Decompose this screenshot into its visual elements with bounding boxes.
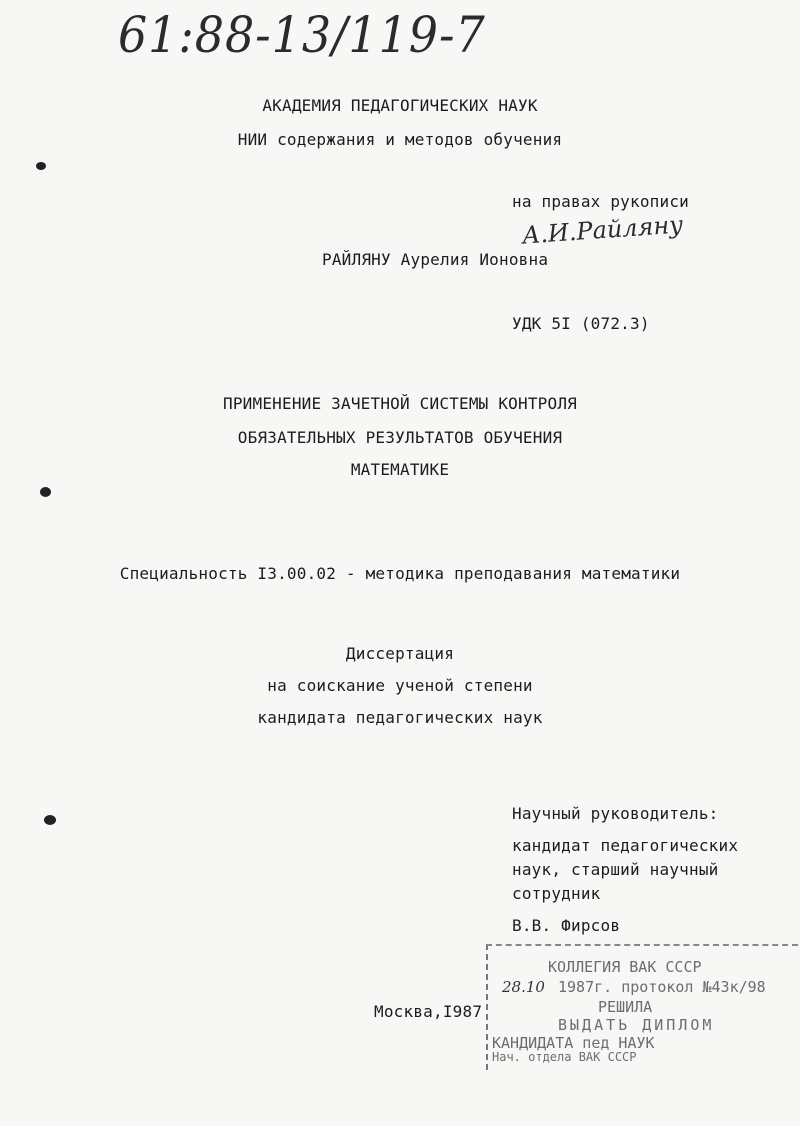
city-year: Москва,I987: [374, 1002, 483, 1021]
stamp-line-3: РЕШИЛА: [598, 998, 653, 1016]
stamp-line-4: ВЫДАТЬ ДИПЛОМ: [558, 1016, 715, 1034]
manuscript-rights-label: на правах рукописи: [512, 192, 689, 211]
stamp-line-5: КАНДИДАТА пед НАУК: [492, 1034, 655, 1052]
title-line-2: ОБЯЗАТЕЛЬНЫХ РЕЗУЛЬТАТОВ ОБУЧЕНИЯ: [237, 428, 563, 447]
stamp-date-handwritten: 28.10: [502, 978, 545, 996]
supervisor-name: В.В. Фирсов: [512, 916, 621, 935]
dissertation-line-1: Диссертация: [345, 644, 455, 663]
udk-code: УДК 5I (072.3): [512, 314, 650, 333]
handwritten-archive-number: 61:88-13/119-7: [118, 6, 486, 64]
punch-hole-mark: [40, 487, 51, 497]
institute-name: НИИ содержания и методов обучения: [237, 130, 563, 149]
stamp-line-6: Нач. отдела ВАК СССР: [492, 1050, 637, 1064]
title-line-3: МАТЕМАТИКЕ: [350, 460, 450, 479]
author-name: РАЙЛЯНУ Аурелия Ионовна: [322, 250, 549, 269]
supervisor-degree-line-3: сотрудник: [512, 884, 601, 903]
dissertation-line-3: кандидата педагогических наук: [257, 708, 543, 727]
punch-hole-mark: [36, 162, 46, 170]
supervisor-degree-line-1: кандидат педагогических: [512, 836, 739, 855]
punch-hole-mark: [44, 815, 56, 825]
specialty: Специальность I3.00.02 - методика преподавания математики: [119, 564, 681, 583]
supervisor-heading: Научный руководитель:: [512, 804, 719, 823]
academy-name: АКАДЕМИЯ ПЕДАГОГИЧЕСКИХ НАУК: [262, 96, 538, 115]
title-line-1: ПРИМЕНЕНИЕ ЗАЧЕТНОЙ СИСТЕМЫ КОНТРОЛЯ: [223, 394, 577, 413]
author-signature: А.И.Райляну: [521, 210, 684, 250]
stamp-line-1: КОЛЛЕГИЯ ВАК СССР: [548, 958, 702, 976]
dissertation-line-2: на соискание ученой степени: [267, 676, 533, 695]
vak-stamp: [486, 944, 798, 1070]
supervisor-degree-line-2: наук, старший научный: [512, 860, 719, 879]
stamp-line-2: 1987г. протокол №43к/98: [558, 978, 766, 996]
